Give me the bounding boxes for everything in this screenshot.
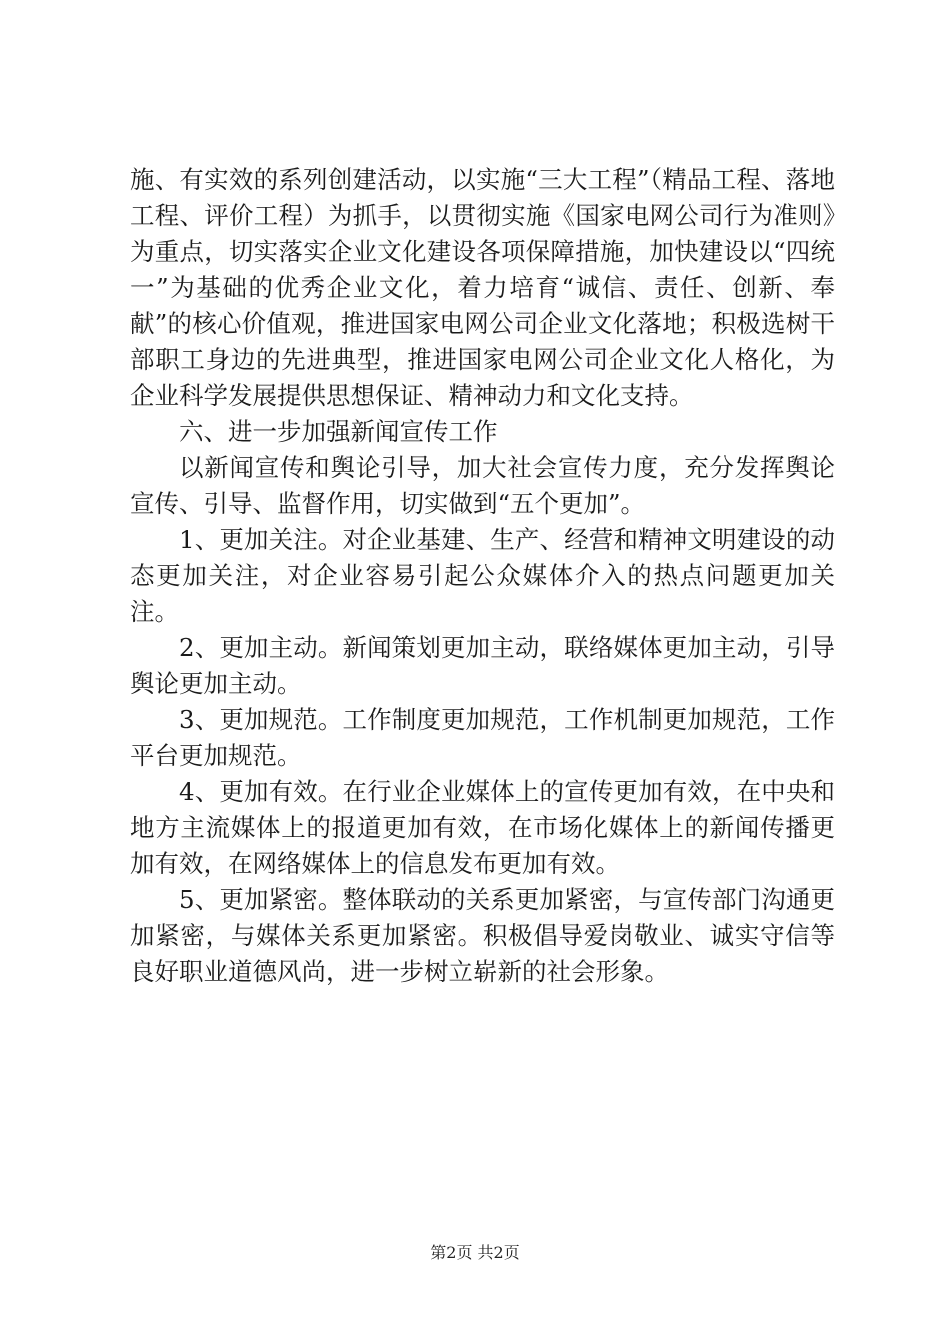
paragraph-continued: 施、有实效的系列创建活动，以实施“三大工程”（精品工程、落地工程、评价工程）为抓手，以贯彻实施《国家电网公司行为准则》为重点，切实落实企业文化建设各项保障措施，加快建设以“四统一”为基础的优秀企业文化，着力培育“诚信、责任、创新、奉献”的核心价值观，推进国家电网公司企业文化落地；积极选树干部职工身边的先进典型，推进国家电网公司企业文化人格化，为企业科学发展提供思想保证、精神动力和文化支持。 [130, 165, 835, 410]
document-body [130, 162, 835, 990]
paragraph-item-5: 5、更加紧密。整体联动的关系更加紧密，与宣传部门沟通更加紧密，与媒体关系更加紧密。积极倡导爱岗敬业、诚实守信等良好职业道德风尚，进一步树立崭新的社会形象。 [130, 885, 835, 986]
paragraph-item-3: 3、更加规范。工作制度更加规范，工作机制更加规范，工作平台更加规范。 [130, 705, 835, 770]
paragraph-item-4: 4、更加有效。在行业企业媒体上的宣传更加有效，在中央和地方主流媒体上的报道更加有效，在市场化媒体上的新闻传播更加有效，在网络媒体上的信息发布更加有效。 [130, 777, 835, 878]
page-number: 第2页 共2页 [430, 1243, 520, 1262]
paragraph-item-2: 2、更加主动。新闻策划更加主动，联络媒体更加主动，引导舆论更加主动。 [130, 633, 835, 698]
section-heading: 六、进一步加强新闻宣传工作 [179, 417, 498, 446]
paragraph-intro: 以新闻宣传和舆论引导，加大社会宣传力度，充分发挥舆论宣传、引导、监督作用，切实做到“五个更加”。 [130, 453, 835, 518]
paragraph-item-1: 1、更加关注。对企业基建、生产、经营和精神文明建设的动态更加关注，对企业容易引起公众媒体介入的热点问题更加关注。 [130, 525, 835, 626]
page-footer [0, 1243, 950, 1263]
